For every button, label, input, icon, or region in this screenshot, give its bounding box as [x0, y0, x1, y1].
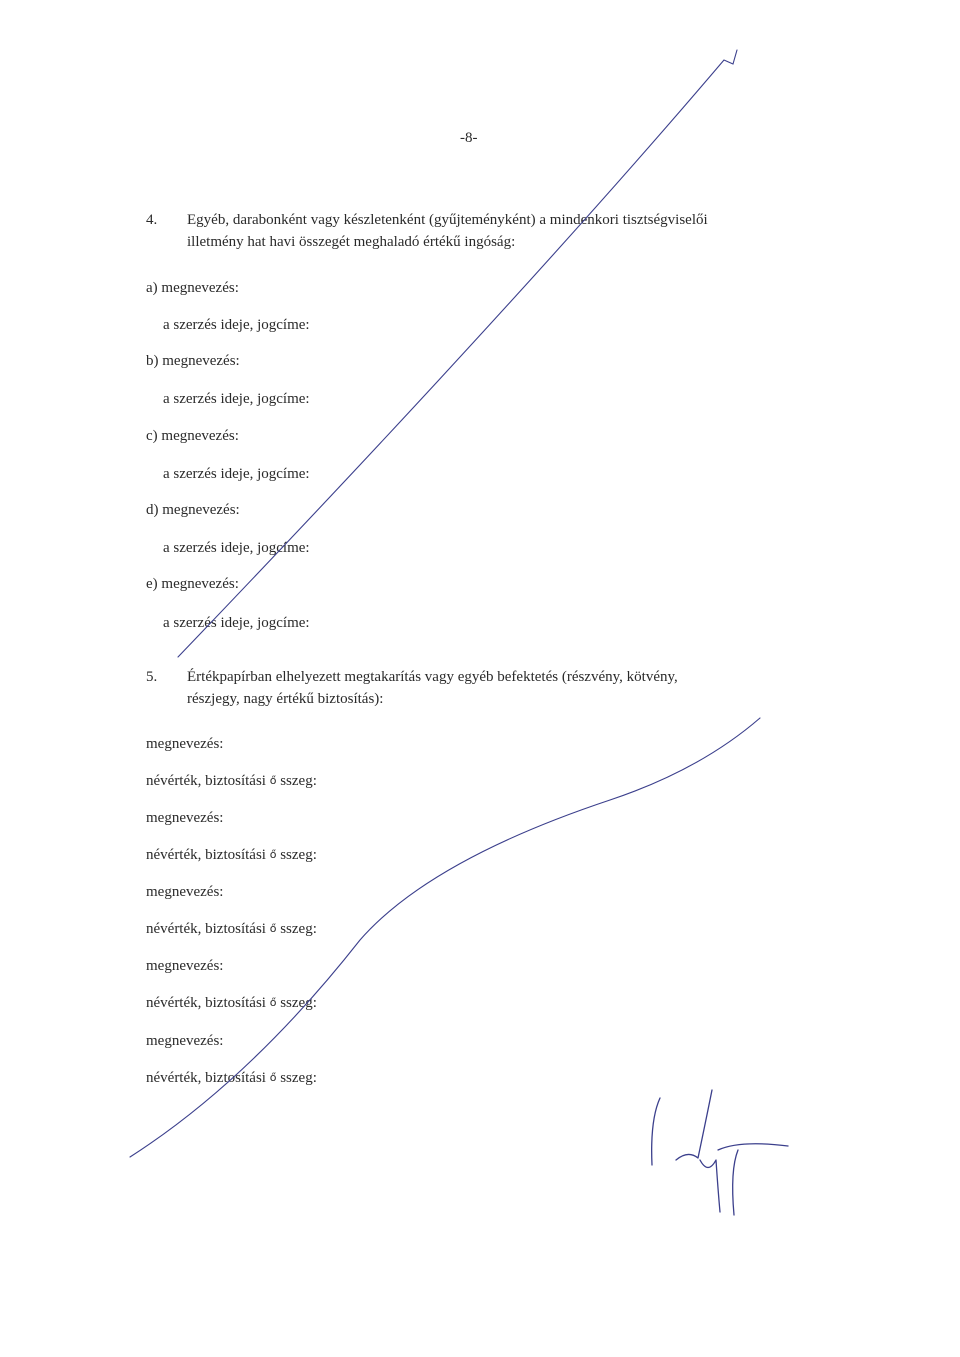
security-3-value-glyph: ő: [269, 922, 277, 935]
section-5-heading-line-2: részjegy, nagy értékű biztosítás):: [187, 691, 384, 707]
section-4-heading-line-2: illetmény hat havi összegét meghaladó értékű ingóság:: [187, 234, 516, 250]
item-e-label: e) megnevezés:: [146, 576, 239, 592]
item-d-label: d) megnevezés:: [146, 502, 240, 518]
section-5-heading-line-1: Értékpapírban elhelyezett megtakarítás vagy egyéb befektetés (részvény, kötvény,: [187, 669, 678, 685]
item-b-label: b) megnevezés:: [146, 353, 240, 369]
item-a-acquisition: a szerzés ideje, jogcíme:: [163, 317, 310, 333]
item-e-acquisition: a szerzés ideje, jogcíme:: [163, 615, 310, 631]
security-1-value-glyph: ő: [269, 774, 277, 787]
security-2-name: megnevezés:: [146, 810, 224, 826]
security-4-value: névérték, biztosítási ő sszeg:: [146, 995, 317, 1011]
security-5-name: megnevezés:: [146, 1033, 224, 1049]
security-1-value: névérték, biztosítási ő sszeg:: [146, 773, 317, 789]
section-5-number: 5.: [146, 669, 158, 685]
page-number: -8-: [460, 130, 478, 146]
item-d-acquisition: a szerzés ideje, jogcíme:: [163, 540, 310, 556]
item-b-acquisition: a szerzés ideje, jogcíme:: [163, 391, 310, 407]
security-3-name: megnevezés:: [146, 884, 224, 900]
security-2-value: névérték, biztosítási ő sszeg:: [146, 847, 317, 863]
item-c-label: c) megnevezés:: [146, 428, 239, 444]
security-4-value-glyph: ő: [269, 996, 277, 1009]
item-a-label: a) megnevezés:: [146, 280, 239, 296]
security-5-value-glyph: ő: [269, 1071, 277, 1084]
section-4-number: 4.: [146, 212, 158, 228]
security-5-value: névérték, biztosítási ő sszeg:: [146, 1070, 317, 1086]
security-1-name: megnevezés:: [146, 736, 224, 752]
security-4-name: megnevezés:: [146, 958, 224, 974]
security-3-value: névérték, biztosítási ő sszeg:: [146, 921, 317, 937]
strike-line-section-4: [178, 50, 737, 657]
section-4-heading-line-1: Egyéb, darabonként vagy készletenként (gyűjteményként) a mindenkori tisztségviselői: [187, 212, 708, 228]
signature: [652, 1090, 788, 1215]
item-c-acquisition: a szerzés ideje, jogcíme:: [163, 466, 310, 482]
security-2-value-glyph: ő: [269, 848, 277, 861]
